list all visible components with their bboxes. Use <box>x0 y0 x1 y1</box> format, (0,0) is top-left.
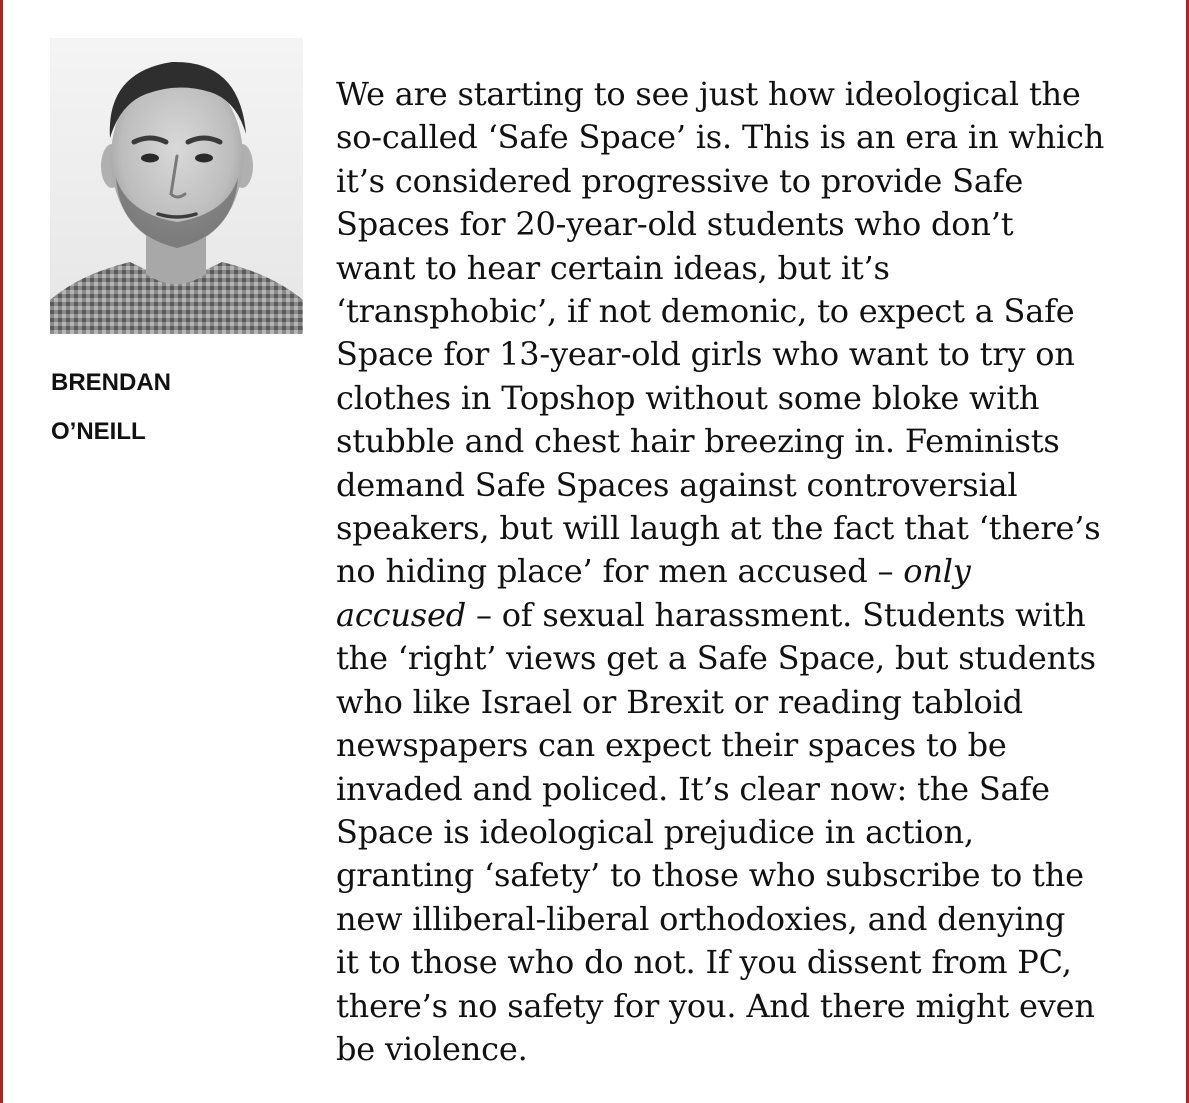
body-line: it to those who do not. If you dissent from PC, <box>336 943 1072 982</box>
author-portrait-icon <box>50 38 303 334</box>
body-line: Space is ideological prejudice in action, <box>336 812 974 851</box>
body-line: Spaces for 20-year-old students who don’t <box>336 205 1014 244</box>
author-name <box>51 358 291 456</box>
body-line: stubble and chest hair breezing in. Feminists <box>336 422 1060 461</box>
body-line: invaded and policed. It’s clear now: the Safe <box>336 769 1050 808</box>
body-line: be violence. <box>336 1029 528 1068</box>
emphasis-text: only <box>903 552 971 591</box>
body-line: newspapers can expect their spaces to be <box>336 726 1007 765</box>
body-line: accused – of sexual harassment. Students with <box>336 595 1086 634</box>
emphasis-text: accused <box>336 595 466 634</box>
body-line: demand Safe Spaces against controversial <box>336 465 1018 504</box>
body-line: We are starting to see just how ideological the <box>336 75 1081 113</box>
body-line: it’s considered progressive to provide Safe <box>336 161 1024 200</box>
body-line: who like Israel or Brexit or reading tabloid <box>336 682 1023 721</box>
body-line: there’s no safety for you. And there might even <box>336 986 1095 1025</box>
body-line: the ‘right’ views get a Safe Space, but students <box>336 639 1096 678</box>
author-photo <box>50 38 303 334</box>
body-line: ‘transphobic’, if not demonic, to expect a Safe <box>336 292 1075 331</box>
author-first-name: BRENDAN <box>51 369 171 396</box>
body-line: so-called ‘Safe Space’ is. This is an era in which <box>336 118 1105 157</box>
body-line: Space for 13-year-old girls who want to try on <box>336 335 1075 374</box>
body-line: clothes in Topshop without some bloke with <box>336 378 1040 417</box>
body-line: want to hear certain ideas, but it’s <box>336 248 890 287</box>
body-line: speakers, but will laugh at the fact that ‘there’s <box>336 509 1101 548</box>
article-body <box>336 73 1156 1071</box>
body-line: no hiding place’ for men accused – only <box>336 552 971 591</box>
body-line: granting ‘safety’ to those who subscribe to the <box>336 856 1084 895</box>
body-line: new illiberal-liberal orthodoxies, and denying <box>336 899 1066 938</box>
author-last-name: O’NEILL <box>51 418 146 445</box>
